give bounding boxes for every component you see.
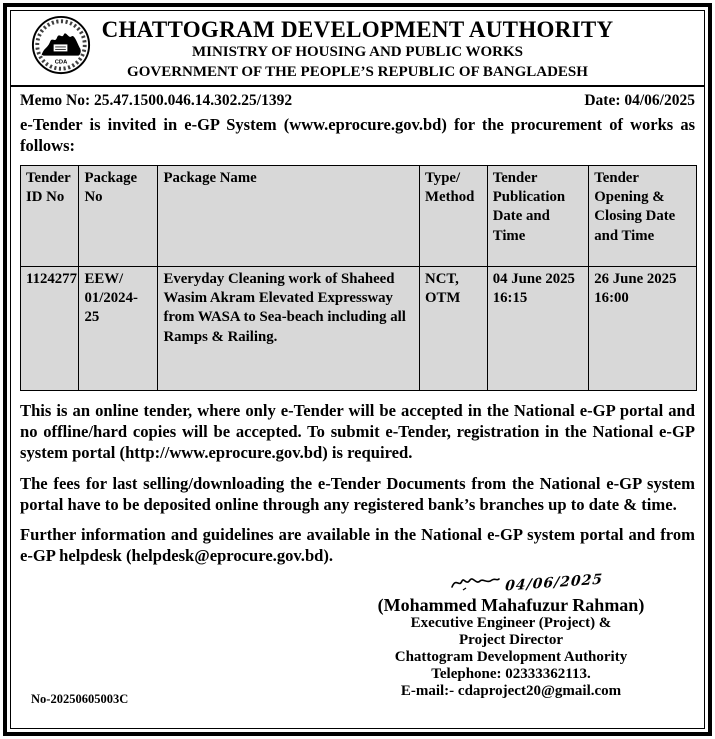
logo-text: CDA [54,59,68,66]
cell-package-name: Everyday Cleaning work of Shaheed Wasim Akram Elevated Expressway from WASA to Sea-beach including all Ramps & Railing. [158,266,420,390]
org-title: CHATTOGRAM DEVELOPMENT AUTHORITY [101,17,614,42]
letterhead [20,13,695,80]
signature-scribble-icon [449,572,501,594]
reference-number: No-20250605003C [31,692,129,706]
signatory-org: Chattogram Development Authority [394,648,628,665]
signatory-block [331,596,691,700]
handwritten-signature [20,570,603,596]
memo-number: Memo No: 25.47.1500.046.14.302.25/1392 [20,92,293,109]
memo-date: Date: 04/06/2025 [584,92,695,109]
memo-row [20,92,695,110]
intro-text: e-Tender is invited in e-GP System (www.eprocure.gov.bd) for the procurement of works as follows: [20,115,695,155]
cda-seal-icon [30,14,92,76]
cell-package-no: EEW/ 01/2024-25 [79,266,158,390]
table-row [21,266,697,390]
col-header-publication: Tender Publication Date and Time [487,165,589,266]
government-title: GOVERNMENT OF THE PEOPLE’S REPUBLIC OF BANGLADESH [127,63,588,80]
cell-publication-date: 04 June 2025 16:15 [487,266,589,390]
col-header-type-method: Type/ Method [420,165,488,266]
signatory-title2: Project Director [459,632,563,649]
signatory-title1: Executive Engineer (Project) & [410,615,612,632]
ministry-title: MINISTRY OF HOUSING AND PUBLIC WORKS [191,44,524,60]
table-header-row [21,165,697,266]
signatory-email: E-mail:- cdaproject20@gmail.com [400,682,622,699]
handwritten-date: 04/06/2025 [504,571,604,595]
col-header-opening: Tender Opening & Closing Date and Time [589,165,697,266]
signatory-name: (Mohammed Mahafuzur Rahman) [377,594,645,615]
cell-type-method: NCT, OTM [420,266,488,390]
page-content [11,11,704,728]
paragraph-fees: The fees for last selling/downloading the e-Tender Documents from the National e-GP system portal have to be deposited online through any registered bank’s branches up to date & time. [20,473,695,514]
tender-table [20,165,697,391]
col-header-tender-id: Tender ID No [21,165,79,266]
cell-opening-date: 26 June 2025 16:00 [589,266,697,390]
col-header-package-name: Package Name [158,165,420,266]
col-header-package-no: Package No [79,165,158,266]
signatory-phone: Telephone: 02333362113. [431,665,591,682]
cell-tender-id: 1124277 [21,266,79,390]
paragraph-online-tender: This is an online tender, where only e-Tender will be accepted in the National e-GP portal and no offline/hard copies will be accepted. To submit e-Tender, registration in the National e-GP system portal (http://www.eprocure.gov.bd) is required. [20,400,695,463]
header-divider [11,85,704,87]
paragraph-further-info: Further information and guidelines are available in the National e-GP system portal and from e-GP helpdesk (helpdesk@eprocure.gov.bd). [20,525,695,566]
